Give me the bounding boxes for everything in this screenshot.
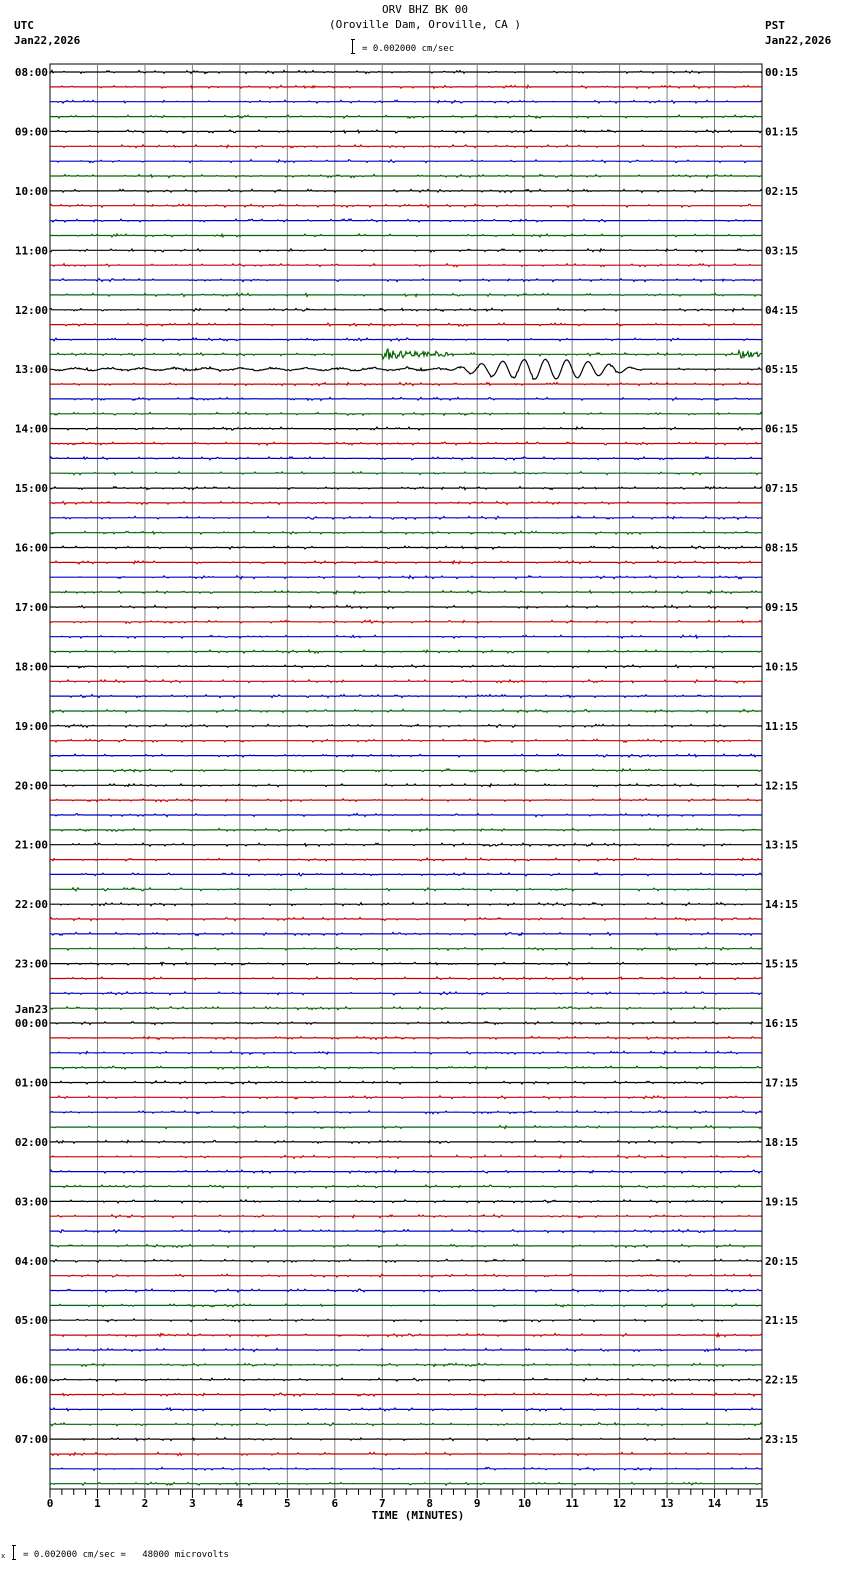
pst-time-label: 11:15 — [765, 719, 799, 733]
x-tick-label: 2 — [141, 1497, 149, 1510]
pst-time-label: 05:15 — [765, 363, 799, 377]
trace-line — [50, 903, 762, 906]
utc-time-label: 13:00 — [14, 363, 48, 377]
trace-line — [50, 1319, 762, 1322]
trace-line — [50, 457, 762, 460]
pst-time-label: 23:15 — [765, 1433, 799, 1447]
trace-line — [50, 591, 762, 594]
trace-line — [50, 1438, 762, 1441]
x-tick-label: 13 — [660, 1497, 674, 1510]
utc-time-label: 01:00 — [14, 1076, 48, 1090]
utc-time-label: 20:00 — [14, 779, 48, 793]
trace-line — [50, 947, 762, 950]
station-location: (Oroville Dam, Oroville, CA ) — [328, 18, 522, 31]
utc-time-label: 14:00 — [14, 422, 48, 436]
pst-time-label: 13:15 — [765, 838, 799, 852]
trace-line — [50, 873, 762, 876]
trace-line — [50, 1334, 762, 1337]
trace-line — [50, 323, 762, 326]
trace-line — [50, 814, 762, 817]
trace-line — [50, 71, 762, 74]
footer-scale-text: = 0.002000 cm/sec = 48000 microvolts — [23, 1550, 229, 1560]
pst-time-label: 07:15 — [765, 482, 799, 496]
x-tick-label: 8 — [426, 1497, 434, 1510]
utc-time-label: 06:00 — [14, 1373, 48, 1387]
trace-line — [50, 279, 762, 282]
trace-line — [50, 1155, 762, 1158]
pst-time-label: 02:15 — [765, 184, 799, 198]
trace-line — [50, 650, 762, 653]
pst-time-label: 08:15 — [765, 541, 799, 555]
trace-line — [50, 739, 762, 742]
x-tick-label: 0 — [46, 1497, 54, 1510]
station-title: ORV BHZ BK 00 — [381, 3, 469, 16]
trace-line — [50, 962, 762, 965]
trace-line — [50, 264, 762, 267]
pst-time-label: 15:15 — [765, 957, 799, 971]
pst-time-label: 00:15 — [765, 66, 799, 79]
scale-prefix: x — [1, 1552, 6, 1560]
trace-line — [50, 1245, 762, 1248]
trace-line — [50, 710, 762, 713]
trace-line — [50, 308, 762, 311]
x-tick-label: 5 — [284, 1497, 291, 1510]
utc-date: Jan22,2026 — [14, 34, 81, 47]
trace-line — [50, 1007, 762, 1010]
utc-time-label: 18:00 — [14, 660, 48, 674]
trace-line — [50, 620, 762, 623]
pst-time-label: 01:15 — [765, 125, 799, 139]
trace-line — [50, 784, 762, 787]
x-tick-label: 4 — [236, 1497, 244, 1510]
trace-line — [50, 175, 762, 178]
utc-time-label: 21:00 — [14, 838, 48, 852]
trace-line — [50, 293, 762, 296]
trace-line — [50, 635, 762, 638]
trace-line — [50, 932, 762, 935]
trace-line — [50, 1274, 762, 1277]
pst-time-label: 04:15 — [765, 303, 799, 317]
trace-line — [50, 724, 762, 727]
trace-line — [50, 383, 762, 386]
trace-line — [50, 189, 762, 192]
trace-line — [50, 1185, 762, 1188]
trace-line — [50, 1304, 762, 1307]
utc-label: UTC — [14, 19, 34, 32]
utc-time-label: 11:00 — [14, 244, 48, 258]
x-tick-label: 6 — [331, 1497, 339, 1510]
trace-line — [50, 1081, 762, 1084]
utc-time-label: 16:00 — [14, 541, 48, 555]
trace-line — [50, 665, 762, 668]
trace-line — [50, 1393, 762, 1396]
trace-line — [50, 359, 762, 379]
trace-line — [50, 1036, 762, 1039]
x-tick-label: 1 — [94, 1497, 101, 1510]
trace-line — [50, 516, 762, 519]
trace-line — [50, 829, 762, 832]
trace-line — [50, 1482, 762, 1485]
trace-line — [50, 219, 762, 222]
trace-line — [50, 249, 762, 252]
trace-line — [50, 1408, 762, 1411]
trace-line — [50, 1230, 762, 1233]
trace-line — [50, 1022, 762, 1025]
trace-line — [50, 769, 762, 772]
trace-line — [50, 1378, 762, 1381]
trace-line — [50, 1259, 762, 1262]
pst-time-label: 20:15 — [765, 1254, 799, 1268]
trace-line — [50, 546, 762, 549]
trace-line — [50, 487, 762, 490]
trace-line — [50, 160, 762, 163]
trace-line — [50, 472, 762, 475]
trace-line — [50, 204, 762, 207]
trace-line — [50, 888, 762, 891]
trace-line — [50, 754, 762, 757]
pst-label: PST — [765, 19, 785, 32]
utc-time-label: 23:00 — [14, 957, 48, 971]
trace-line — [50, 606, 762, 609]
pst-time-label: 14:15 — [765, 898, 799, 912]
utc-time-label: 15:00 — [14, 482, 48, 496]
utc-time-label: 00:00 — [14, 1017, 48, 1031]
utc-time-label: 04:00 — [14, 1254, 48, 1268]
pst-time-label: 09:15 — [765, 600, 799, 614]
trace-line — [50, 1423, 762, 1426]
trace-line — [50, 1096, 762, 1099]
trace-line — [50, 427, 762, 430]
x-tick-label: 11 — [565, 1497, 579, 1510]
pst-time-label: 21:15 — [765, 1314, 799, 1328]
pst-time-label: 10:15 — [765, 660, 799, 674]
trace-line — [50, 115, 762, 118]
utc-time-label: 19:00 — [14, 719, 48, 733]
trace-line — [50, 338, 762, 341]
trace-line — [50, 412, 762, 415]
trace-line — [50, 1200, 762, 1203]
utc-time-label: 05:00 — [14, 1314, 48, 1328]
trace-line — [50, 799, 762, 802]
x-tick-label: 12 — [612, 1497, 627, 1510]
utc-time-label: 10:00 — [14, 184, 48, 198]
trace-line — [50, 397, 762, 400]
trace-line — [50, 1215, 762, 1218]
x-tick-label: 14 — [707, 1497, 722, 1510]
trace-line — [50, 145, 762, 148]
trace-line — [50, 349, 762, 359]
utc-time-label: 22:00 — [14, 898, 48, 912]
pst-time-label: 12:15 — [765, 779, 799, 793]
scale-text: = 0.002000 cm/sec — [362, 44, 455, 54]
utc-time-label: 03:00 — [14, 1195, 48, 1209]
utc-time-label: 09:00 — [14, 125, 48, 139]
pst-time-label: 03:15 — [765, 244, 799, 258]
trace-line — [50, 680, 762, 683]
x-tick-label: 7 — [378, 1497, 386, 1510]
pst-date: Jan22,2026 — [765, 34, 832, 47]
trace-line — [50, 234, 762, 237]
trace-line — [50, 858, 762, 861]
pst-time-label: 18:15 — [765, 1135, 799, 1149]
trace-line — [50, 1126, 762, 1129]
x-tick-label: 10 — [518, 1497, 532, 1510]
pst-time-label: 06:15 — [765, 422, 799, 436]
x-tick-label: 9 — [473, 1497, 481, 1510]
x-axis-label: TIME (MINUTES) — [371, 1509, 465, 1522]
trace-line — [50, 1066, 762, 1069]
pst-time-label: 19:15 — [765, 1195, 799, 1209]
pst-time-label: 16:15 — [765, 1017, 799, 1031]
x-tick-label: 3 — [189, 1497, 196, 1510]
trace-line — [50, 1363, 762, 1366]
trace-line — [50, 843, 762, 846]
trace-line — [50, 1349, 762, 1352]
x-tick-label: 15 — [755, 1497, 769, 1510]
trace-line — [50, 695, 762, 698]
trace-line — [50, 977, 762, 980]
pst-time-label: 17:15 — [765, 1076, 799, 1090]
utc-time-label: 17:00 — [14, 600, 48, 614]
trace-line — [50, 1170, 762, 1173]
trace-line — [50, 992, 762, 995]
trace-line — [50, 1140, 762, 1143]
trace-line — [50, 531, 762, 534]
pst-time-label: 22:15 — [765, 1373, 799, 1387]
trace-line — [50, 1051, 762, 1054]
utc-time-label: 12:00 — [14, 303, 48, 317]
trace-line — [50, 442, 762, 445]
trace-line — [50, 561, 762, 564]
footer-scale-bar-icon — [12, 1545, 16, 1560]
utc-time-label: 08:00 — [14, 66, 48, 79]
trace-line — [50, 1467, 762, 1470]
trace-line — [50, 130, 762, 133]
utc-time-label: 02:00 — [14, 1135, 48, 1149]
trace-line — [50, 1111, 762, 1114]
trace-line — [50, 576, 762, 579]
trace-line — [50, 85, 762, 88]
utc-time-label: 07:00 — [14, 1433, 48, 1447]
trace-line — [50, 1453, 762, 1456]
trace-line — [50, 100, 762, 103]
utc-date-label: Jan23 — [14, 1003, 48, 1017]
trace-line — [50, 1289, 762, 1292]
trace-line — [50, 502, 762, 505]
trace-line — [50, 918, 762, 921]
